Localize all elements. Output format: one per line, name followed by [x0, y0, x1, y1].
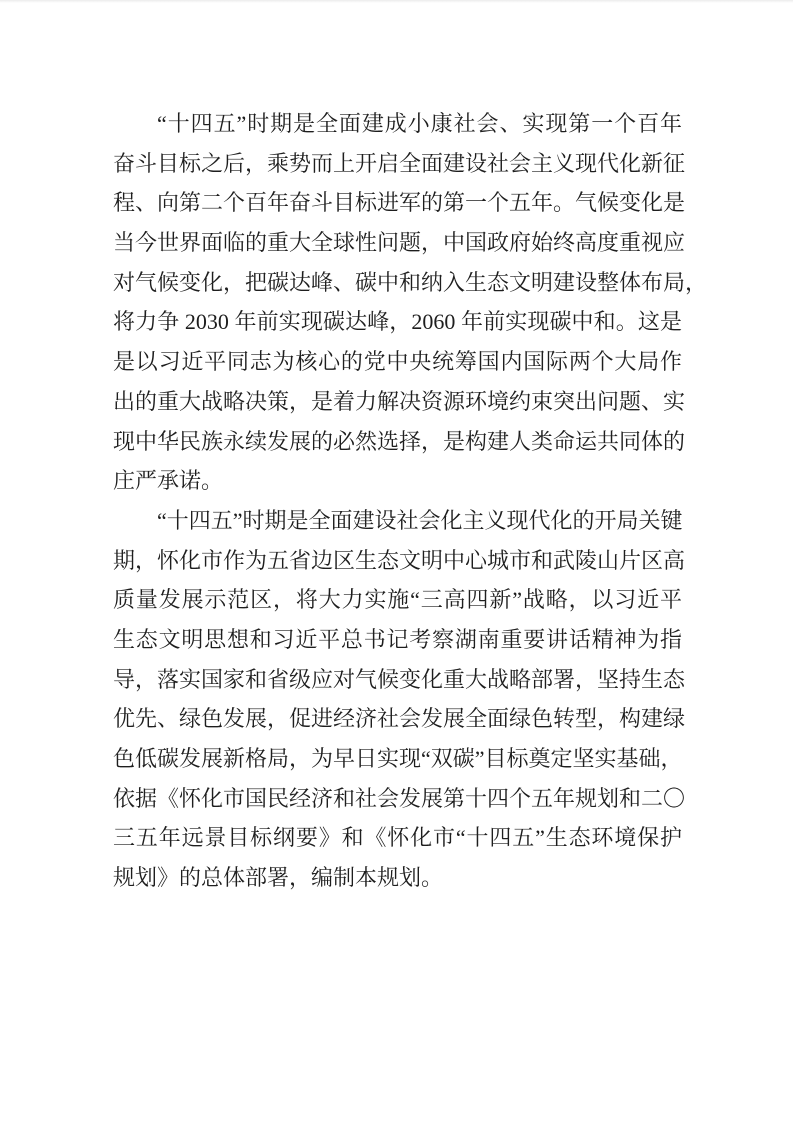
text-line: 现中华民族永续发展的必然选择，是构建人类命运共同体的	[113, 428, 686, 454]
text-line: “十四五”时期是全面建设社会化主义现代化的开局关键	[157, 507, 683, 533]
text-line: 程、向第二个百年奋斗目标进军的第一个五年。气候变化是	[113, 190, 686, 216]
text-line: “十四五”时期是全面建成小康社会、实现第一个百年	[157, 111, 682, 136]
text-line: 是以习近平同志为核心的党中央统筹国内国际两个大局作	[113, 349, 682, 375]
paragraph-1	[113, 104, 708, 501]
text-line: 生态文明思想和习近平总书记考察湖南重要讲话精神为指	[113, 626, 682, 652]
text-line: 对气候变化，把碳达峰、碳中和纳入生态文明建设整体布局，	[113, 269, 708, 295]
text-line: 三五年远景目标纲要》和《怀化市“十四五”生态环境保护	[113, 825, 682, 851]
text-line: 奋斗目标之后，乘势而上开启全面建设社会主义现代化新征	[113, 150, 686, 176]
text-line: 出的重大战略决策，是着力解决资源环境约束突出问题、实	[113, 388, 686, 414]
page-top-scan-shadow	[0, 0, 793, 3]
paragraph-2	[113, 501, 686, 898]
document-body	[113, 104, 708, 898]
text-line: 质量发展示范区，将大力实施“三高四新”战略，以习近平	[113, 587, 682, 613]
text-line: 当今世界面临的重大全球性问题，中国政府始终高度重视应	[113, 230, 686, 256]
text-line: 导，落实国家和省级应对气候变化重大战略部署，坚持生态	[113, 666, 686, 692]
text-line: 优先、绿色发展，促进经济社会发展全面绿色转型，构建绿	[113, 706, 686, 732]
text-line: 色低碳发展新格局，为早日实现“双碳”目标奠定坚实基础，	[113, 746, 683, 771]
text-line: 将力争 2030 年前实现碳达峰，2060 年前实现碳中和。这是	[113, 309, 682, 335]
text-line: 规划》的总体部署，编制本规划。	[113, 865, 444, 891]
text-line: 期，怀化市作为五省边区生态文明中心城市和武陵山片区高	[113, 547, 686, 573]
text-line: 依据《怀化市国民经济和社会发展第十四个五年规划和二〇	[113, 785, 686, 811]
text-line: 庄严承诺。	[113, 468, 224, 494]
